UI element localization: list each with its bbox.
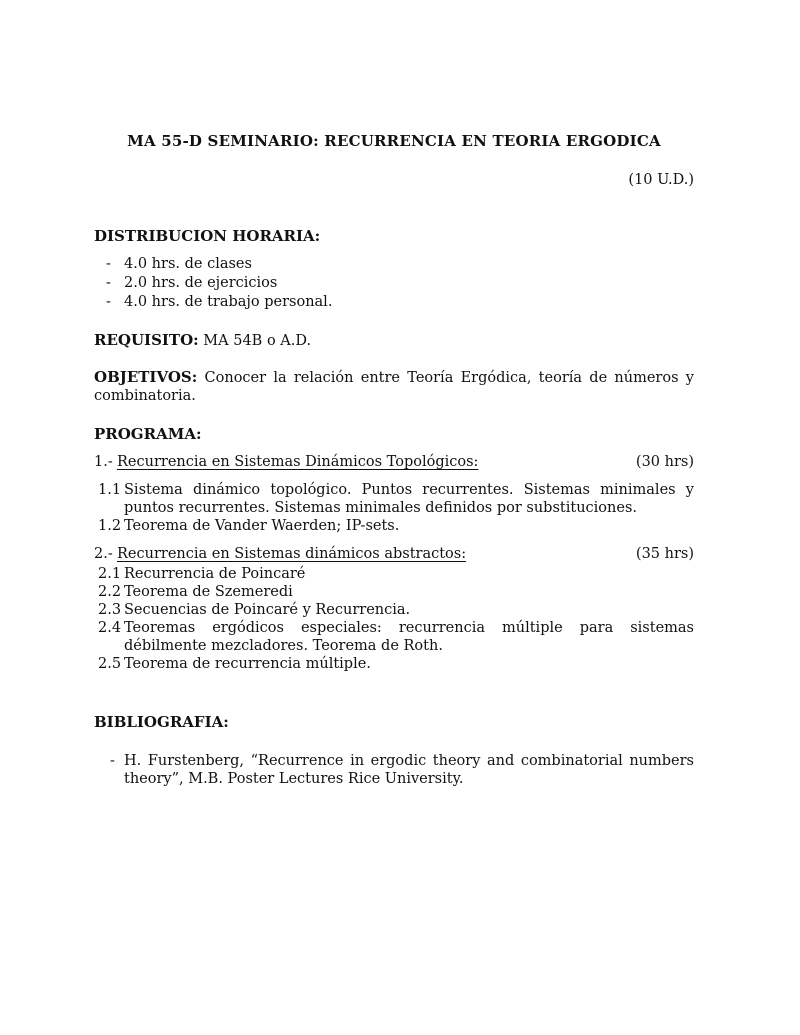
bibliography-text: H. Furstenberg, “Recurrence in ergodic theory and combinatorial numbers theory”, M.B. Poster Lectures Rice University. bbox=[124, 753, 694, 787]
section-number: 2.- bbox=[94, 546, 113, 562]
list-item: 1.2 Teorema de Vander Waerden; IP-sets. bbox=[98, 518, 400, 534]
distribucion-list bbox=[106, 255, 332, 312]
page-title: MA 55-D SEMINARIO: RECURRENCIA EN TEORIA ERGODICA bbox=[127, 132, 661, 150]
section-1-items bbox=[98, 481, 694, 535]
list-item: 2.1 Recurrencia de Poincaré bbox=[98, 566, 306, 582]
section-title: Recurrencia en Sistemas dinámicos abstractos: bbox=[117, 546, 467, 562]
list-item: - 4.0 hrs. de clases bbox=[106, 256, 252, 272]
list-item: - 2.0 hrs. de ejercicios bbox=[106, 275, 278, 291]
list-item: 2.3 Secuencias de Poincaré y Recurrencia. bbox=[98, 602, 411, 618]
list-item: 2.2 Teorema de Szemeredi bbox=[98, 584, 293, 600]
programa-heading: PROGRAMA: bbox=[94, 425, 202, 443]
bibliografia-heading: BIBLIOGRAFIA: bbox=[94, 713, 229, 731]
requisito-label: REQUISITO: bbox=[94, 331, 199, 349]
section-2-items bbox=[98, 565, 694, 673]
section-hours: (35 hrs) bbox=[635, 546, 694, 562]
distribucion-heading: DISTRIBUCION HORARIA: bbox=[94, 227, 321, 245]
section-number: 1.- bbox=[94, 454, 113, 470]
list-item: - 4.0 hrs. de trabajo personal. bbox=[106, 294, 333, 310]
credit-units: (10 U.D.) bbox=[628, 172, 694, 188]
list-item: 1.1 Sistema dinámico topológico. Puntos recurrentes. Sistemas minimales y puntos recurrentes. Sistemas minimales definidos por substituciones. bbox=[98, 482, 694, 516]
section-title: Recurrencia en Sistemas Dinámicos Topológicos: bbox=[117, 454, 479, 470]
requisito-line bbox=[94, 331, 694, 350]
objetivos-label: OBJETIVOS: bbox=[94, 368, 198, 386]
list-item: 2.5 Teorema de recurrencia múltiple. bbox=[98, 656, 371, 672]
list-item: 2.4 Teoremas ergódicos especiales: recurrencia múltiple para sistemas débilmente mezcladores. Teorema de Roth. bbox=[98, 620, 694, 654]
bibliography-item: - H. Furstenberg, “Recurrence in ergodic theory and combinatorial numbers theory”, M.B. Poster Lectures Rice University. bbox=[110, 753, 694, 787]
section-hours: (30 hrs) bbox=[635, 454, 694, 470]
objetivos-paragraph bbox=[94, 368, 694, 405]
requisito-text: MA 54B o A.D. bbox=[203, 333, 312, 349]
objetivos-text: Conocer la relación entre Teoría Ergódica, teoría de números y combinatoria. bbox=[94, 370, 694, 404]
